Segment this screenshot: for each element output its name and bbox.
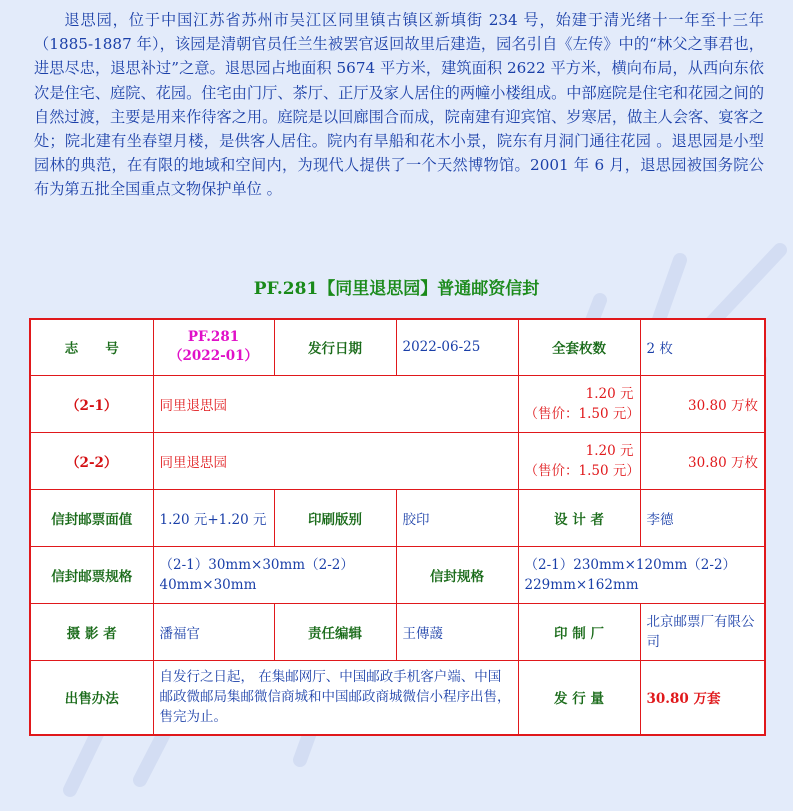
stamp-spec-label: 信封邮票规格 xyxy=(30,546,153,603)
photographer-label: 摄 影 者 xyxy=(30,603,153,660)
face-value: 1.20 元+1.20 元 xyxy=(153,489,274,546)
stamp-spec: （2-1）30mm×30mm（2-2）40mm×30mm xyxy=(153,546,396,603)
print-value: 胶印 xyxy=(396,489,518,546)
issue-date-label: 发行日期 xyxy=(274,319,396,375)
table-row xyxy=(30,375,765,432)
table-row xyxy=(30,660,765,735)
print-label: 印刷版别 xyxy=(274,489,396,546)
envelope-spec: （2-1）230mm×120mm（2-2）229mm×162mm xyxy=(518,546,765,603)
table-row xyxy=(30,546,765,603)
sale-method: 自发行之日起， 在集邮网厅、中国邮政手机客户端、中国邮政微邮局集邮微信商城和中国邮政商城微信小程序出售，售完为止。 xyxy=(153,660,518,735)
table-row xyxy=(30,432,765,489)
table-row xyxy=(30,489,765,546)
issue-quantity: 30.80 万套 xyxy=(640,660,765,735)
face-value-label: 信封邮票面值 xyxy=(30,489,153,546)
item-quantity: 30.80 万枚 xyxy=(640,432,765,489)
designer-label: 设 计 者 xyxy=(518,489,640,546)
editor-label: 责任编辑 xyxy=(274,603,396,660)
set-count: 2 枚 xyxy=(640,319,765,375)
table-row xyxy=(30,603,765,660)
editor: 王傳蘐 xyxy=(396,603,518,660)
item-name: 同里退思园 xyxy=(153,432,518,489)
item-quantity: 30.80 万枚 xyxy=(640,375,765,432)
sale-method-label: 出售办法 xyxy=(30,660,153,735)
zhihao-value: PF.281 （2022-01） xyxy=(153,319,274,375)
item-code: （2-2） xyxy=(30,432,153,489)
item-code: （2-1） xyxy=(30,375,153,432)
item-price: 1.20 元 （售价：1.50 元） xyxy=(518,432,640,489)
page-title: PF.281【同里退思园】普通邮资信封 xyxy=(253,279,540,299)
issue-date: 2022-06-25 xyxy=(396,319,518,375)
zhihao-label: 志 号 xyxy=(30,319,153,375)
photographer: 潘福官 xyxy=(153,603,274,660)
item-name: 同里退思园 xyxy=(153,375,518,432)
printer-label: 印 制 厂 xyxy=(518,603,640,660)
envelope-spec-label: 信封规格 xyxy=(396,546,518,603)
designer: 李德 xyxy=(640,489,765,546)
set-count-label: 全套枚数 xyxy=(518,319,640,375)
printer: 北京邮票厂有限公司 xyxy=(640,603,765,660)
table-row xyxy=(30,319,765,375)
issue-quantity-label: 发 行 量 xyxy=(518,660,640,735)
intro-paragraph: 退思园，位于中国江苏省苏州市吴江区同里镇古镇区新填街 234 号，始建于清光绪十一年至十三年（1885-1887 年），该园是清朝官员任兰生被罢官返回故里后建造，园名引自《左传》中的“林父之事君也，进思尽忠，退思补过”之意。退思园占地面积 5674 平方米，建筑面积 2622 平方米，横向布局，从西向东依次是住宅、庭院、花园。住宅由门厅、茶厅、正厅及家人居住的两幢小楼组成。中部庭院是住宅和花园之间的自然过渡，主要是用来作待客之用。庭院是以回廊围合而成，院南建有迎宾馆、岁寒居，做主人会客、宴客之处；院北建有坐春望月楼，是供客人居住。院内有旱船和花木小景，院东有月洞门通往花园 。退思园是小型园林的典范，在有限的地域和空间内，为现代人提供了一个天然博物馆。2001 年 6 月，退思园被国务院公布为第五批全国重点文物保护单位 。 xyxy=(34,11,764,199)
stamp-info-table xyxy=(29,318,766,736)
item-price: 1.20 元 （售价：1.50 元） xyxy=(518,375,640,432)
